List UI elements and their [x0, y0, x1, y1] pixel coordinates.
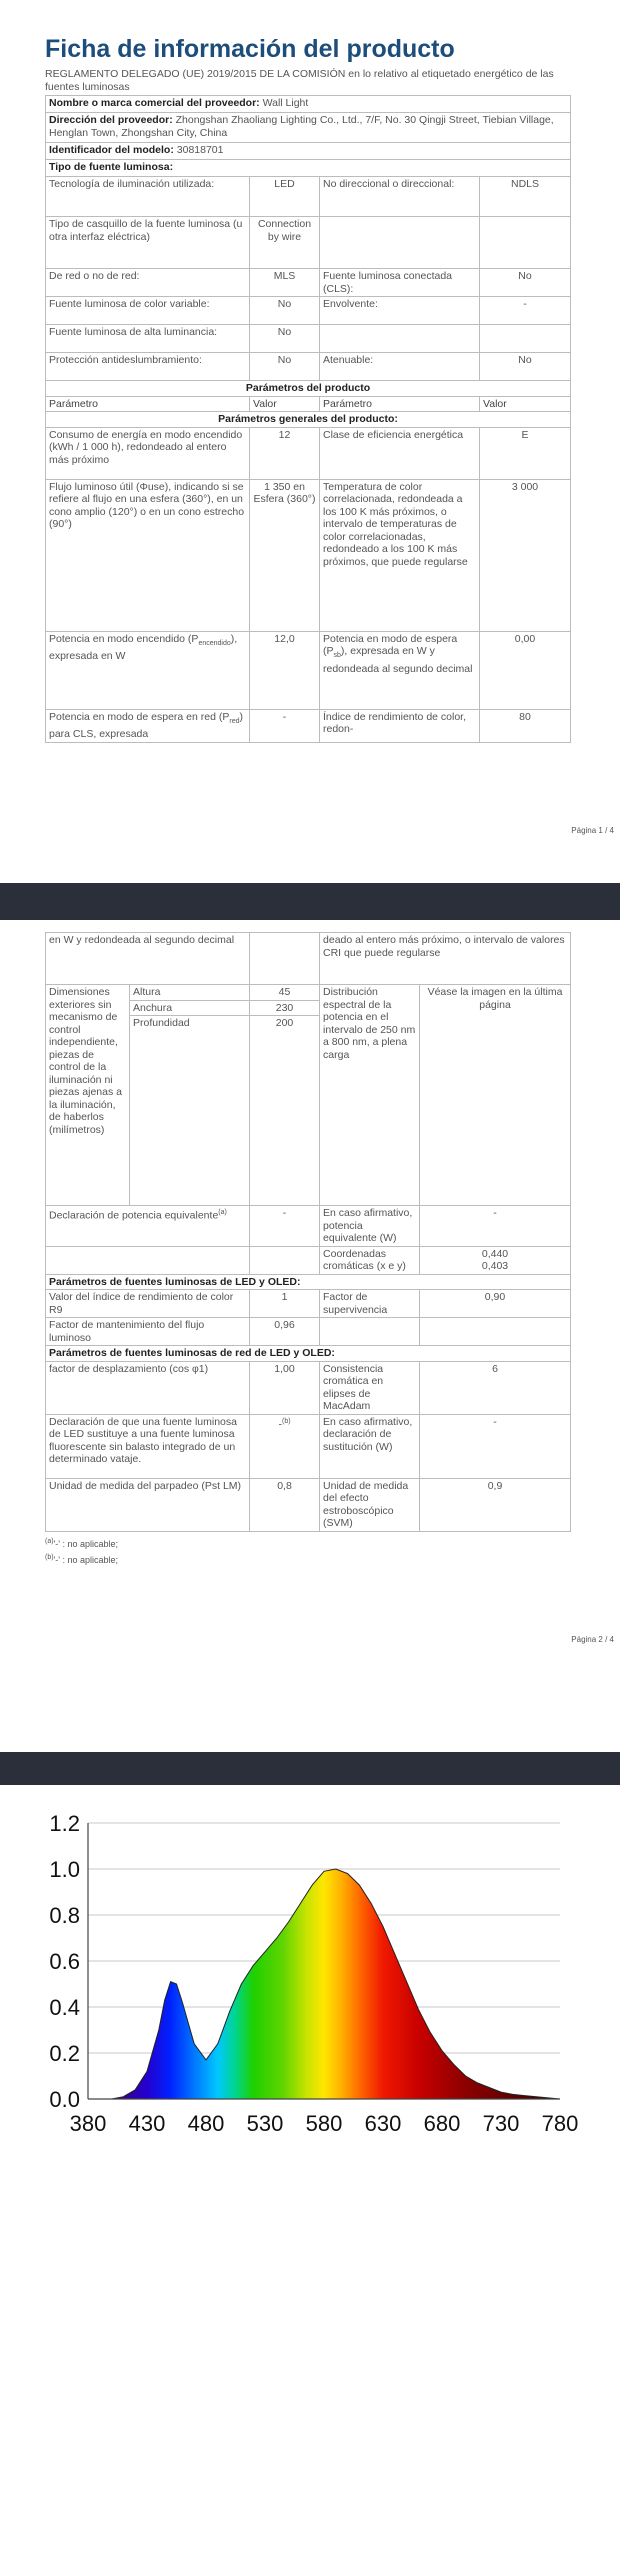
param-value: - [250, 709, 320, 742]
product-params-heading: Parámetros del producto [46, 381, 571, 397]
y-tick-label: 0.2 [49, 2041, 80, 2066]
param-value: 12,0 [250, 631, 320, 709]
param-value: 1 350 en Esfera (360°) [250, 479, 320, 631]
page-1 [0, 0, 620, 883]
dim-name: Anchura [130, 1000, 250, 1016]
address-value: Zhongshan Zhaoliang Lighting Co., Ltd., 7/F, No. 30 Qingji Street, Tiebian Village, Henglan Town, Zhongshan City, China [49, 114, 554, 139]
param-label [320, 631, 480, 709]
brand-label: Nombre o marca comercial del proveedor: [49, 97, 260, 109]
param-label: Consistencia cromática en elipses de MacAdam [320, 1361, 420, 1414]
param-value: 0,8 [250, 1478, 320, 1531]
param-label-text: Potencia en modo encendido (P [49, 632, 199, 645]
spectral-label: Distribución espectral de la potencia en el intervalo de 250 nm a 800 nm, a plena carga [320, 985, 420, 1206]
x-tick-label: 780 [541, 2111, 579, 2136]
footnote-mark: (b) [45, 1553, 54, 1561]
param-label [46, 631, 250, 709]
regulation-text: REGLAMENTO DELEGADO (UE) 2019/2015 DE LA COMISIÓN en lo relativo al etiquetado energético de las fuentes luminosas [45, 68, 554, 93]
product-info-table [45, 95, 571, 743]
param-label [320, 1318, 420, 1346]
light-source-type-label: Tipo de fuente luminosa: [46, 160, 571, 177]
type-value [480, 217, 571, 269]
param-label-text: ) para CLS, expresada [49, 710, 243, 741]
param-label-text: Potencia en modo de espera en red (P [49, 710, 230, 723]
param-row [46, 933, 571, 985]
type-param: No direccional o direccional: [320, 177, 480, 217]
address-label: Dirección del proveedor: [49, 114, 173, 126]
type-param: Atenuable: [320, 353, 480, 381]
param-value [420, 1318, 571, 1346]
param-label-sub: sb [333, 652, 341, 660]
param-value [420, 1246, 571, 1274]
param-row [46, 479, 571, 631]
type-value: NDLS [480, 177, 571, 217]
param-label [46, 709, 250, 742]
type-param: Fuente luminosa de alta luminancia: [46, 325, 250, 353]
param-label: En caso afirmativo, declaración de sustitución (W) [320, 1414, 420, 1478]
x-tick-label: 530 [246, 2111, 284, 2136]
type-row [46, 217, 571, 269]
param-label: factor de desplazamiento (cos φ1) [46, 1361, 250, 1414]
param-row [46, 1246, 571, 1274]
param-row [46, 1478, 571, 1531]
type-param: Tipo de casquillo de la fuente luminosa (u otra interfaz eléctrica) [46, 217, 250, 269]
mains-params-heading: Parámetros de fuentes luminosas de red de LED y OLED: [46, 1346, 571, 1362]
address-row [46, 113, 571, 143]
chroma-x: 0,440 [481, 1247, 509, 1260]
led-params-heading: Parámetros de fuentes luminosas de LED y OLED: [46, 1274, 571, 1290]
sheet-2 [45, 932, 570, 1567]
brand-row [46, 96, 571, 113]
dim-name: Altura [130, 985, 250, 1001]
col-param: Parámetro [46, 396, 250, 412]
param-row [46, 1318, 571, 1346]
y-tick-label: 1.0 [49, 1857, 80, 1882]
param-value: 12 [250, 427, 320, 479]
y-tick-label: 1.2 [49, 1811, 80, 1836]
sheet-1 [45, 34, 570, 743]
param-row [46, 1206, 571, 1247]
x-tick-label: 730 [482, 2111, 520, 2136]
param-label: deado al entero más próximo, o intervalo de valores CRI que puede regularse [320, 933, 571, 985]
param-value: 3 000 [480, 479, 571, 631]
param-label: Factor de mantenimiento del flujo luminoso [46, 1318, 250, 1346]
type-param: Envolvente: [320, 297, 480, 325]
page-3 [0, 1785, 620, 2560]
y-tick-label: 0.0 [49, 2087, 80, 2112]
document-title: Ficha de información del producto [45, 35, 455, 63]
type-param: Tecnología de iluminación utilizada: [46, 177, 250, 217]
col-value: Valor [250, 396, 320, 412]
param-label-text: ), expresada en W y redondeada al segundo decimal [323, 645, 473, 675]
param-row [46, 1290, 571, 1318]
dims-row [46, 985, 571, 1001]
param-row [46, 1414, 571, 1478]
type-value: Connection by wire [250, 217, 320, 269]
spectral-distribution-chart [0, 1785, 620, 2145]
param-label-sub: red [229, 717, 240, 725]
footnote-text: '-' : no aplicable; [53, 1554, 119, 1565]
footnote-ref: (b) [281, 1417, 291, 1425]
param-row [46, 631, 571, 709]
params-header-row [46, 396, 571, 412]
page-number: Página 2 / 4 [571, 1635, 614, 1644]
x-tick-label: 480 [187, 2111, 225, 2136]
dim-name: Profundidad [130, 1016, 250, 1206]
type-param [320, 217, 480, 269]
type-value: No [480, 269, 571, 297]
footnote-mark: (a) [45, 1537, 54, 1545]
type-value: MLS [250, 269, 320, 297]
param-label: Valor del índice de rendimiento de color R9 [46, 1290, 250, 1318]
param-value: E [480, 427, 571, 479]
y-tick-label: 0.8 [49, 1903, 80, 1928]
param-label: Consumo de energía en modo encendido (kWh / 1 000 h), redondeado al entero más próximo [46, 427, 250, 479]
param-value: 0,90 [420, 1290, 571, 1318]
param-label-text: Declaración de potencia equivalente [49, 1209, 219, 1222]
type-param: Fuente luminosa de color variable: [46, 297, 250, 325]
param-row [46, 1361, 571, 1414]
param-label-sub: encendido [198, 639, 231, 647]
param-label: Factor de supervivencia [320, 1290, 420, 1318]
model-row [46, 143, 571, 160]
x-tick-label: 430 [128, 2111, 166, 2136]
dim-value: 200 [250, 1016, 320, 1206]
param-label [46, 1206, 250, 1247]
type-row [46, 353, 571, 381]
model-label: Identificador del modelo: [49, 144, 174, 156]
param-value: 0,9 [420, 1478, 571, 1531]
x-tick-label: 380 [69, 2111, 107, 2136]
col-value: Valor [480, 396, 571, 412]
dim-value: 230 [250, 1000, 320, 1016]
param-value: - [250, 1206, 320, 1247]
product-info-table-continued [45, 932, 571, 1532]
x-tick-label: 630 [364, 2111, 402, 2136]
param-value [250, 1414, 320, 1478]
footnote [45, 1551, 570, 1567]
param-label: Índice de rendimiento de color, redon- [320, 709, 480, 742]
spectral-value: Véase la imagen en la última página [420, 985, 571, 1206]
col-param: Parámetro [320, 396, 480, 412]
footnote [45, 1535, 570, 1551]
x-tick-label: 680 [423, 2111, 461, 2136]
param-value: - [420, 1414, 571, 1478]
param-row [46, 709, 571, 742]
type-param [320, 325, 480, 353]
type-row [46, 269, 571, 297]
type-value [480, 325, 571, 353]
chroma-y: 0,403 [481, 1260, 509, 1272]
param-value: 1,00 [250, 1361, 320, 1414]
page-2 [0, 920, 620, 1752]
param-label-text: Potencia en modo de espera (P [323, 632, 458, 657]
page-number: Página 1 / 4 [571, 826, 614, 835]
type-param: Protección antideslumbramiento: [46, 353, 250, 381]
type-value: LED [250, 177, 320, 217]
param-label: Flujo luminoso útil (Φuse), indicando si se refiere al flujo en una esfera (360°), en un cono amplio (120°) o en un cono estrecho (90°) [46, 479, 250, 631]
type-value: No [250, 297, 320, 325]
dims-label: Dimensiones exteriores sin mecanismo de control independiente, piezas de control de la iluminación ni piezas ajenas a la iluminación, de haberlos (milímetros) [46, 985, 130, 1206]
type-row [46, 177, 571, 217]
param-label: Unidad de medida del parpadeo (Pst LM) [46, 1478, 250, 1531]
footnote-ref: (a) [218, 1209, 227, 1216]
type-value: - [480, 297, 571, 325]
x-tick-label: 580 [305, 2111, 343, 2136]
param-value: 6 [420, 1361, 571, 1414]
footnote-text: '-' : no aplicable; [53, 1538, 119, 1549]
spectrum-area [88, 1869, 560, 2099]
param-label: Clase de eficiencia energética [320, 427, 480, 479]
type-param: Fuente luminosa conectada (CLS): [320, 269, 480, 297]
model-value: 30818701 [176, 144, 224, 156]
type-row [46, 297, 571, 325]
param-value: 1 [250, 1290, 320, 1318]
type-row [46, 325, 571, 353]
param-label: en W y redondeada al segundo decimal [46, 933, 250, 985]
param-label-text: ), expresada en W [49, 632, 238, 663]
general-params-heading: Parámetros generales del producto: [46, 412, 571, 428]
param-value: - [420, 1206, 571, 1247]
y-tick-label: 0.6 [49, 1949, 80, 1974]
y-tick-label: 0.4 [49, 1995, 80, 2020]
param-value: 80 [480, 709, 571, 742]
param-label: Unidad de medida del efecto estroboscópico (SVM) [320, 1478, 420, 1531]
param-label: Coordenadas cromáticas (x e y) [320, 1246, 420, 1274]
type-value: No [250, 325, 320, 353]
param-row [46, 427, 571, 479]
param-value-text: - [278, 1418, 282, 1430]
type-value: No [480, 353, 571, 381]
param-value: 0,00 [480, 631, 571, 709]
param-value: 0,96 [250, 1318, 320, 1346]
param-label: En caso afirmativo, potencia equivalente (W) [320, 1206, 420, 1247]
type-param: De red o no de red: [46, 269, 250, 297]
brand-value: Wall Light [262, 97, 309, 109]
param-label: Declaración de que una fuente luminosa de LED sustituye a una fuente luminosa fluorescente sin balasto integrado de un determinado vataje. [46, 1414, 250, 1478]
type-value: No [250, 353, 320, 381]
dim-value: 45 [250, 985, 320, 1001]
param-label: Temperatura de color correlacionada, redondeada a los 100 K más próximos, o intervalo de temperaturas de color correlacionadas, redondeado a los 100 K más próximos, que puede regularse [320, 479, 480, 631]
